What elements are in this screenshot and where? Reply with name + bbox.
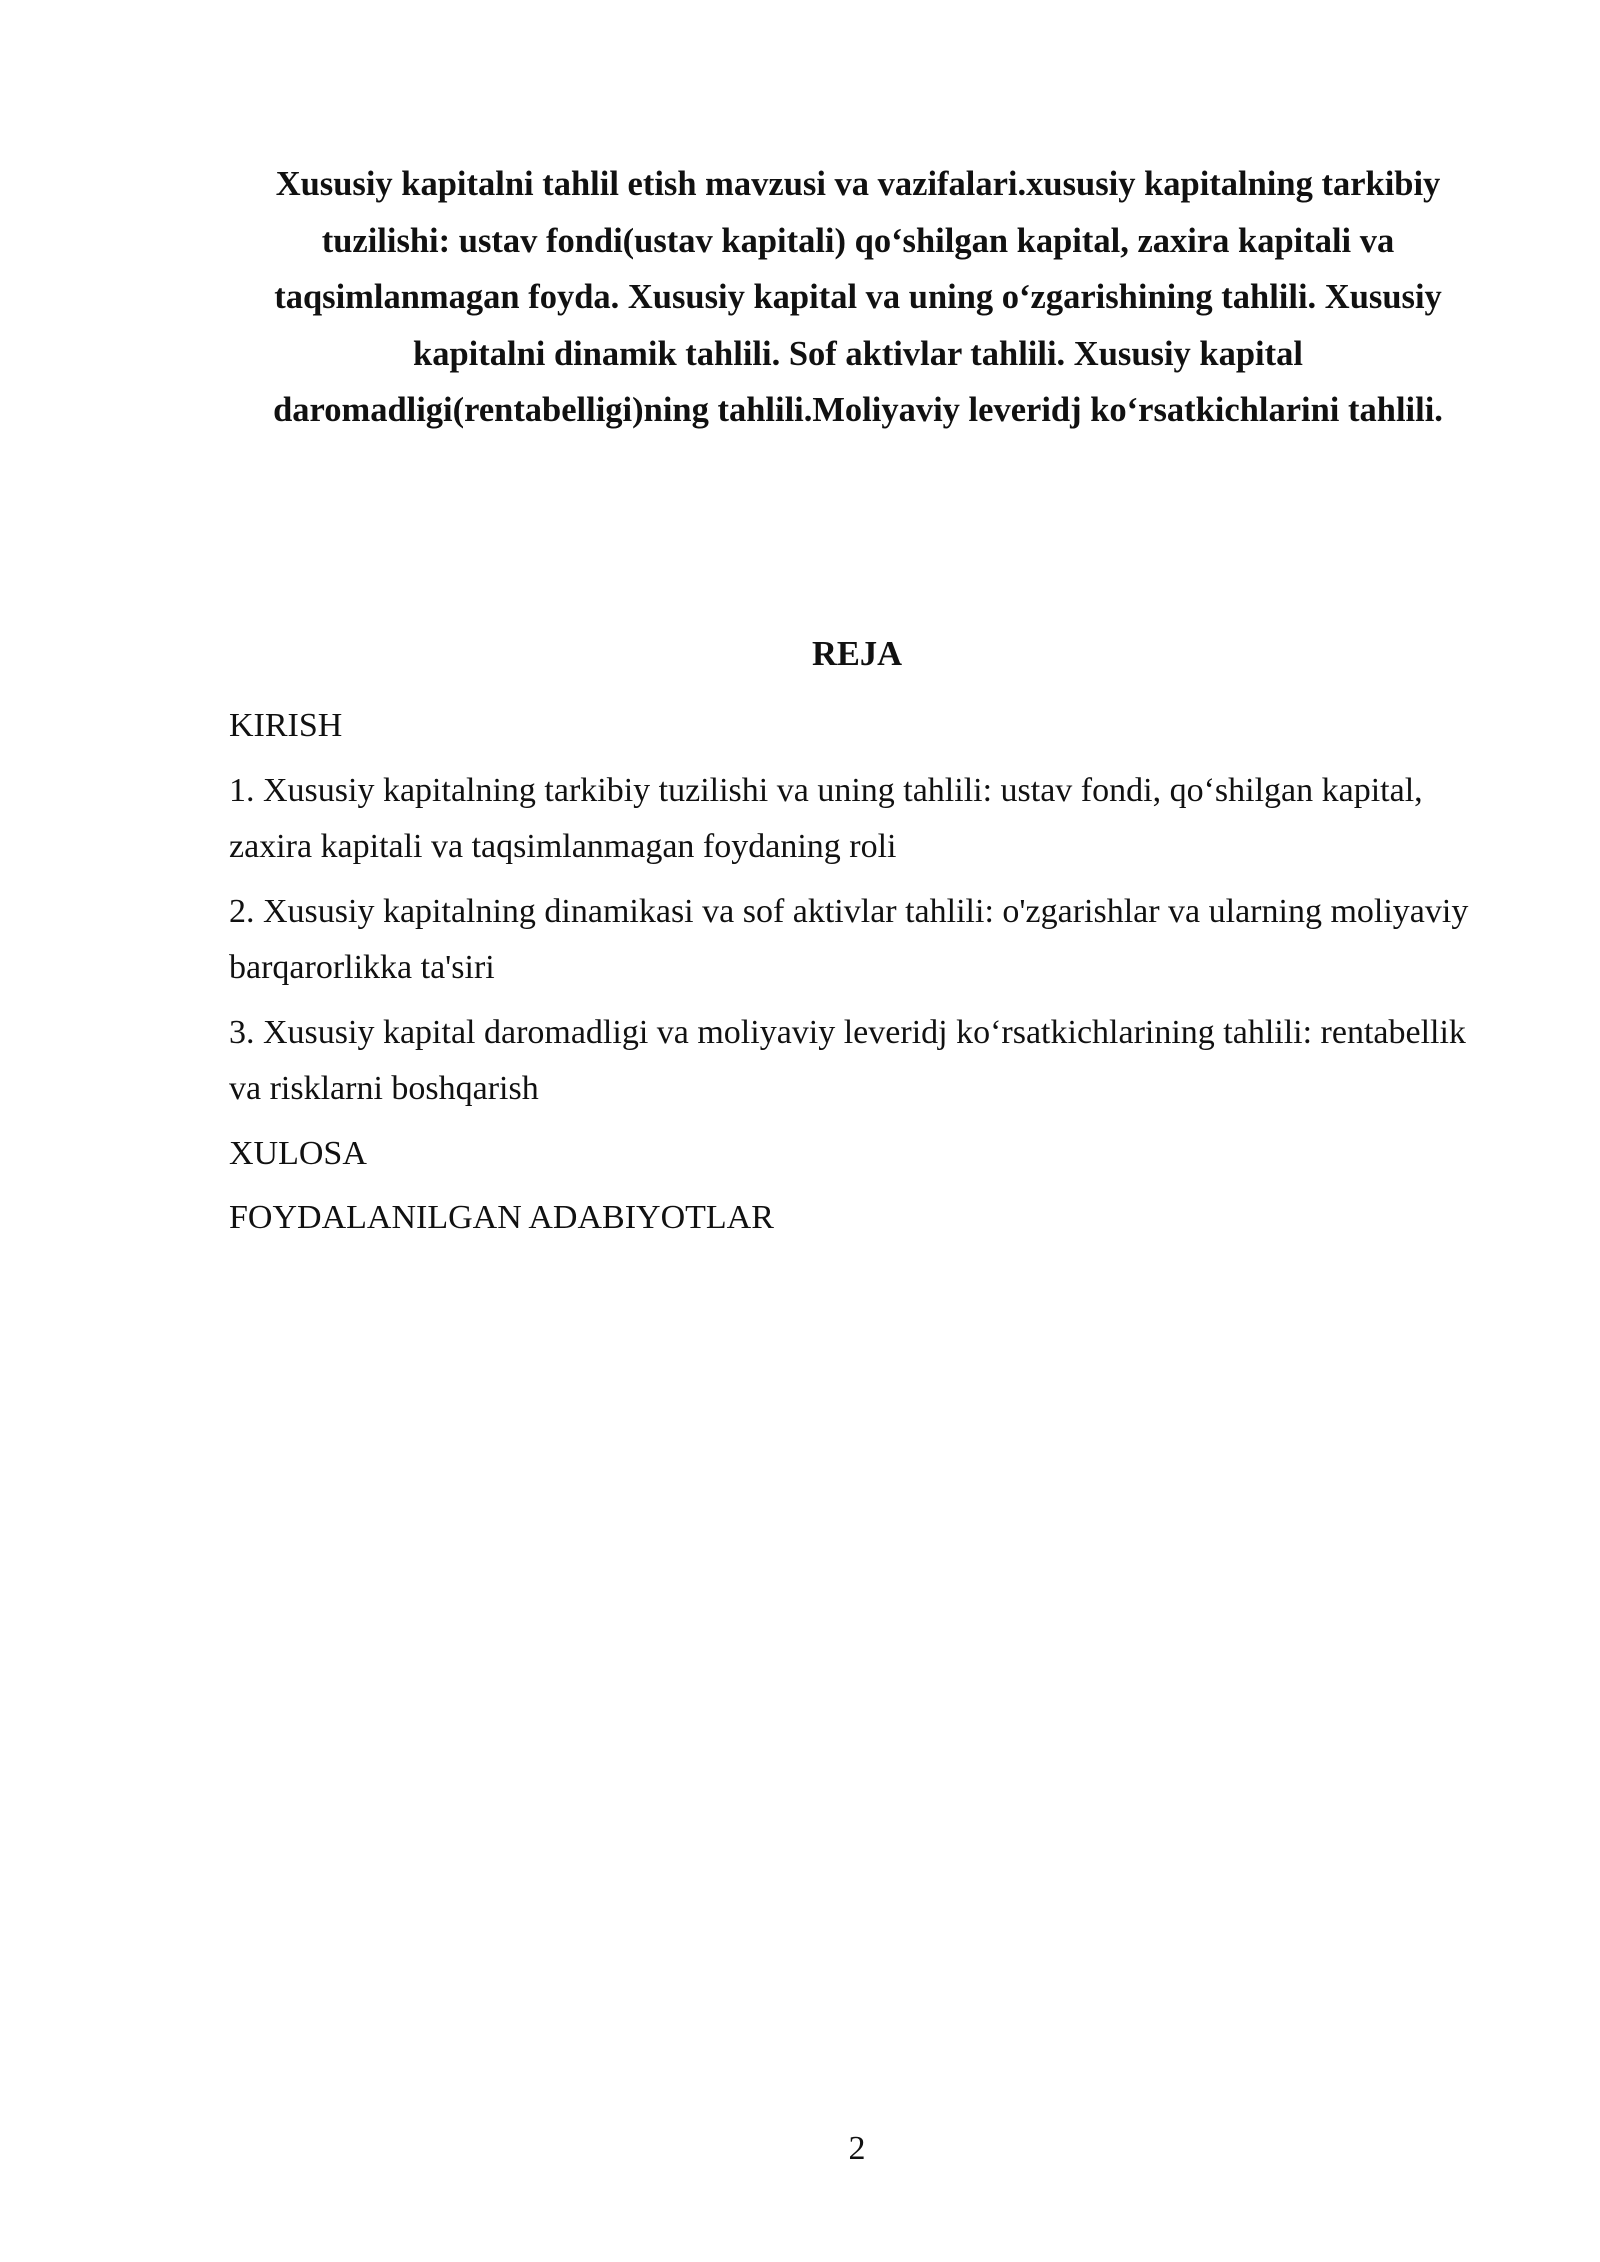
plan-item-introduction: KIRISH [229, 707, 343, 744]
plan-list [229, 698, 1489, 1255]
plan-item-conclusion: XULOSA [229, 1134, 367, 1172]
plan-heading: REJA [811, 635, 903, 673]
page-number: 2 [848, 2130, 866, 2167]
document-title: Xususiy kapitalni tahlil etish mavzusi va vazifalari.xususiy kapitalning tarkibiy tuzilishi: ustav fondi(ustav kapitali) qo‘shilgan kapital, zaxira kapitali va taqsimlanmagan foyda. Xususiy kapital va uning o‘zgarishining tahlili. Xususiy kapitalni dinamik tahlili. Sof aktivlar tahlili. Xususiy kapital daromadligi(rentabelligi)ning tahlili.Moliyaviy leveridj ko‘rsatkichlarini tahlili. [273, 165, 1443, 429]
plan-item-references: FOYDALANILGAN ADABIYOTLAR [229, 1199, 774, 1236]
plan-item-section-3: 3. Xususiy kapital daromadligi va moliyaviy leveridj ko‘rsatkichlarining tahlili: rentabellik va risklarni boshqarish [229, 1013, 1466, 1107]
plan-item-section-1: 1. Xususiy kapitalning tarkibiy tuzilishi va uning tahlili: ustav fondi, qo‘shilgan kapital, zaxira kapitali va taqsimlanmagan foydaning roli [229, 771, 1423, 865]
plan-item-section-2: 2. Xususiy kapitalning dinamikasi va sof aktivlar tahlili: o'zgarishlar va ularning moliyaviy barqarorlikka ta'siri [229, 892, 1469, 986]
